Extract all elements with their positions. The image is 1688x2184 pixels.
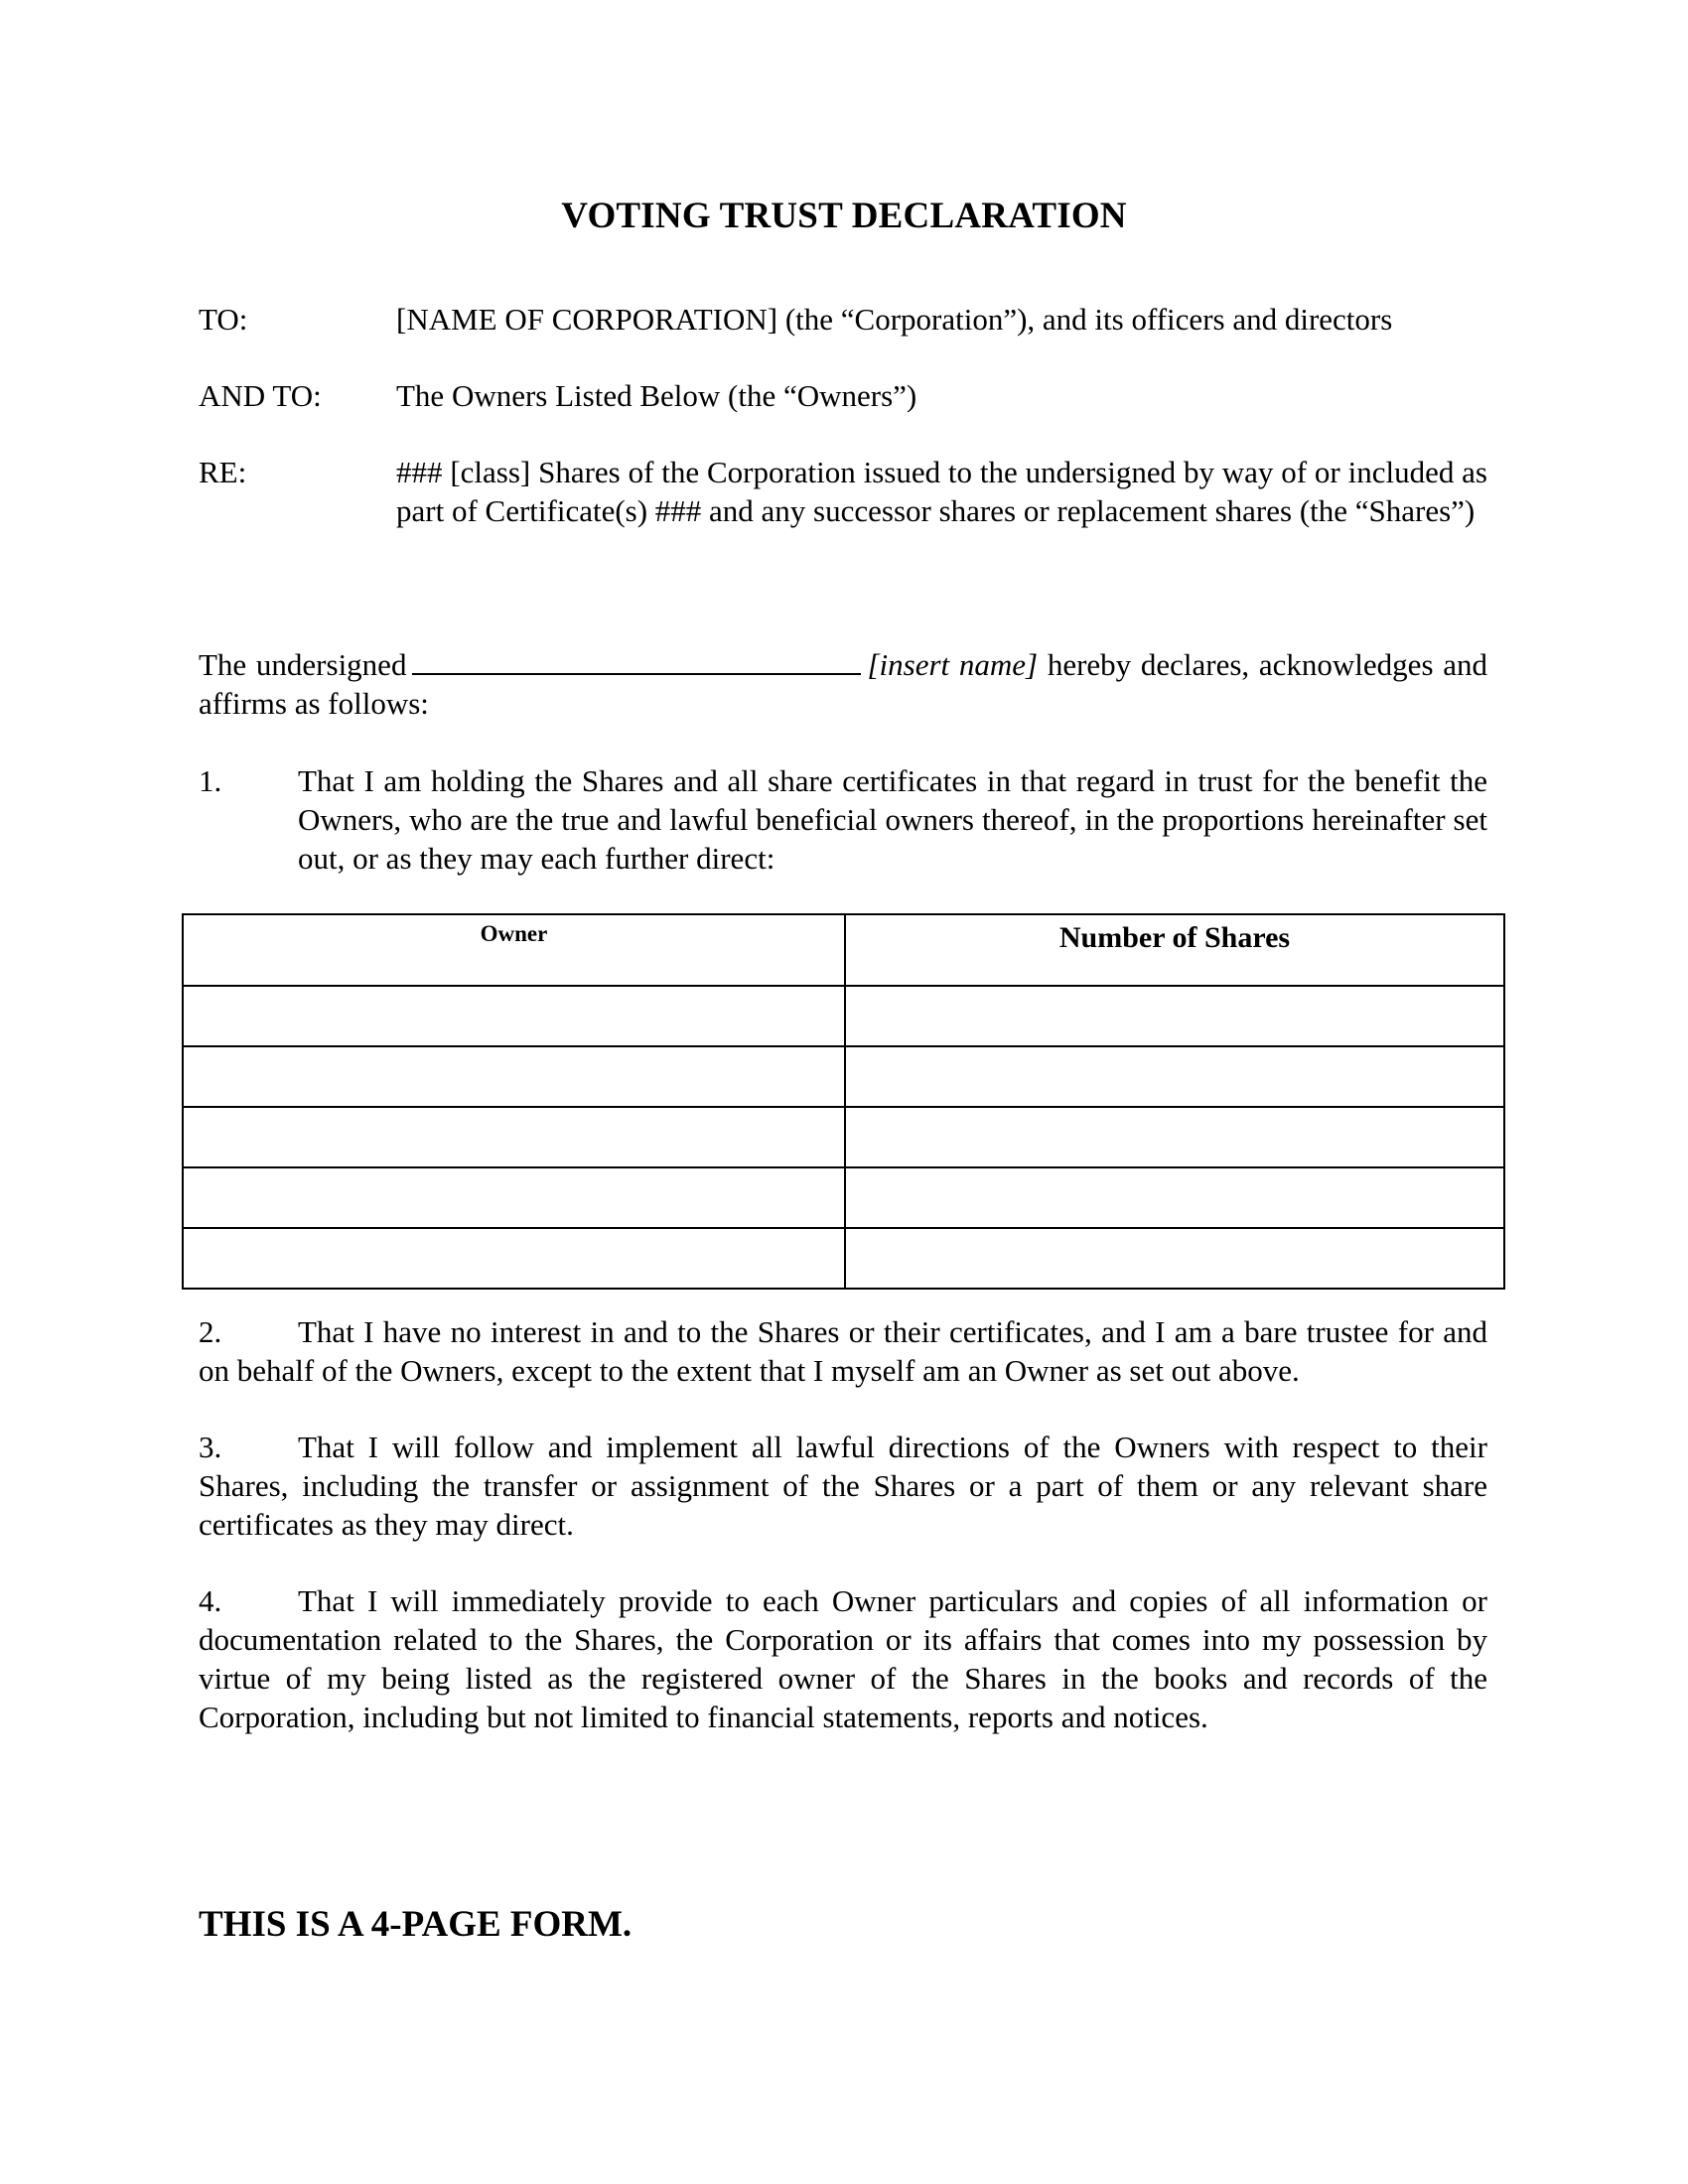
insert-name-placeholder: [insert name] (867, 647, 1039, 682)
item-4-text: That I will immediately provide to each Owner particulars and copies of all information or documentation related to the Shares, the Corporation or its affairs that comes into my possession by virtue of my being listed as the registered owner of the Shares in the books and records of the Corporation, including but not limited to financial statements, reports and notices. (199, 1583, 1487, 1734)
item-2 (199, 1312, 1487, 1390)
table-row (183, 986, 1504, 1046)
re-text: ### [class] Shares of the Corporation issued to the undersigned by way of or included as part of Certificate(s) ### and any successor shares or replacement shares (the “Shares”) (396, 455, 1487, 528)
shares-cell[interactable] (845, 1107, 1504, 1167)
owners-table-header-row (183, 914, 1504, 986)
table-row (183, 1046, 1504, 1107)
and-to-text: The Owners Listed Below (the “Owners”) (396, 378, 917, 413)
item-1-number: 1. (199, 763, 222, 798)
shares-column-header: Number of Shares (845, 914, 1504, 986)
shares-cell[interactable] (845, 1228, 1504, 1289)
shares-cell[interactable] (845, 986, 1504, 1046)
shares-cell[interactable] (845, 1046, 1504, 1107)
to-text: [NAME OF CORPORATION] (the “Corporation”), and its officers and directors (396, 302, 1393, 337)
intro-rest: hereby declares, acknowledges and affirms as follows: (199, 647, 1487, 721)
re-label: RE: (199, 455, 247, 489)
item-3 (199, 1428, 1487, 1544)
to-label: TO: (199, 302, 248, 337)
intro-paragraph (199, 645, 1487, 723)
table-row (183, 1228, 1504, 1289)
shares-cell[interactable] (845, 1167, 1504, 1228)
owner-cell[interactable] (183, 986, 845, 1046)
owner-cell[interactable] (183, 1228, 845, 1289)
owner-column-header: Owner (183, 914, 845, 986)
table-row (183, 1167, 1504, 1228)
owner-cell[interactable] (183, 1046, 845, 1107)
owner-cell[interactable] (183, 1167, 845, 1228)
item-1-text: That I am holding the Shares and all share certificates in that regard in trust for the benefit the Owners, who are the true and lawful beneficial owners thereof, in the proportions hereinafter set out, or as they may each further direct: (298, 763, 1487, 876)
document-title: VOTING TRUST DECLARATION (561, 196, 1127, 236)
item-4 (199, 1581, 1487, 1736)
item-3-number: 3. (199, 1430, 222, 1464)
item-2-number: 2. (199, 1314, 222, 1349)
and-to-label: AND TO: (199, 378, 322, 413)
item-2-text: That I have no interest in and to the Shares or their certificates, and I am a bare trustee for and on behalf of the Owners, except to the extent that I myself am an Owner as set out above. (199, 1314, 1487, 1388)
intro-lead: The undersigned (199, 647, 407, 682)
page-count-notice: THIS IS A 4-PAGE FORM. (199, 1904, 633, 1945)
table-row (183, 1107, 1504, 1167)
item-3-text: That I will follow and implement all lawful directions of the Owners with respect to their Shares, including the transfer or assignment of the Shares or a part of them or any relevant share certificates as they may direct. (199, 1430, 1487, 1542)
name-blank-line[interactable] (412, 647, 861, 675)
owner-cell[interactable] (183, 1107, 845, 1167)
item-4-number: 4. (199, 1583, 222, 1618)
owners-table (182, 913, 1505, 1290)
